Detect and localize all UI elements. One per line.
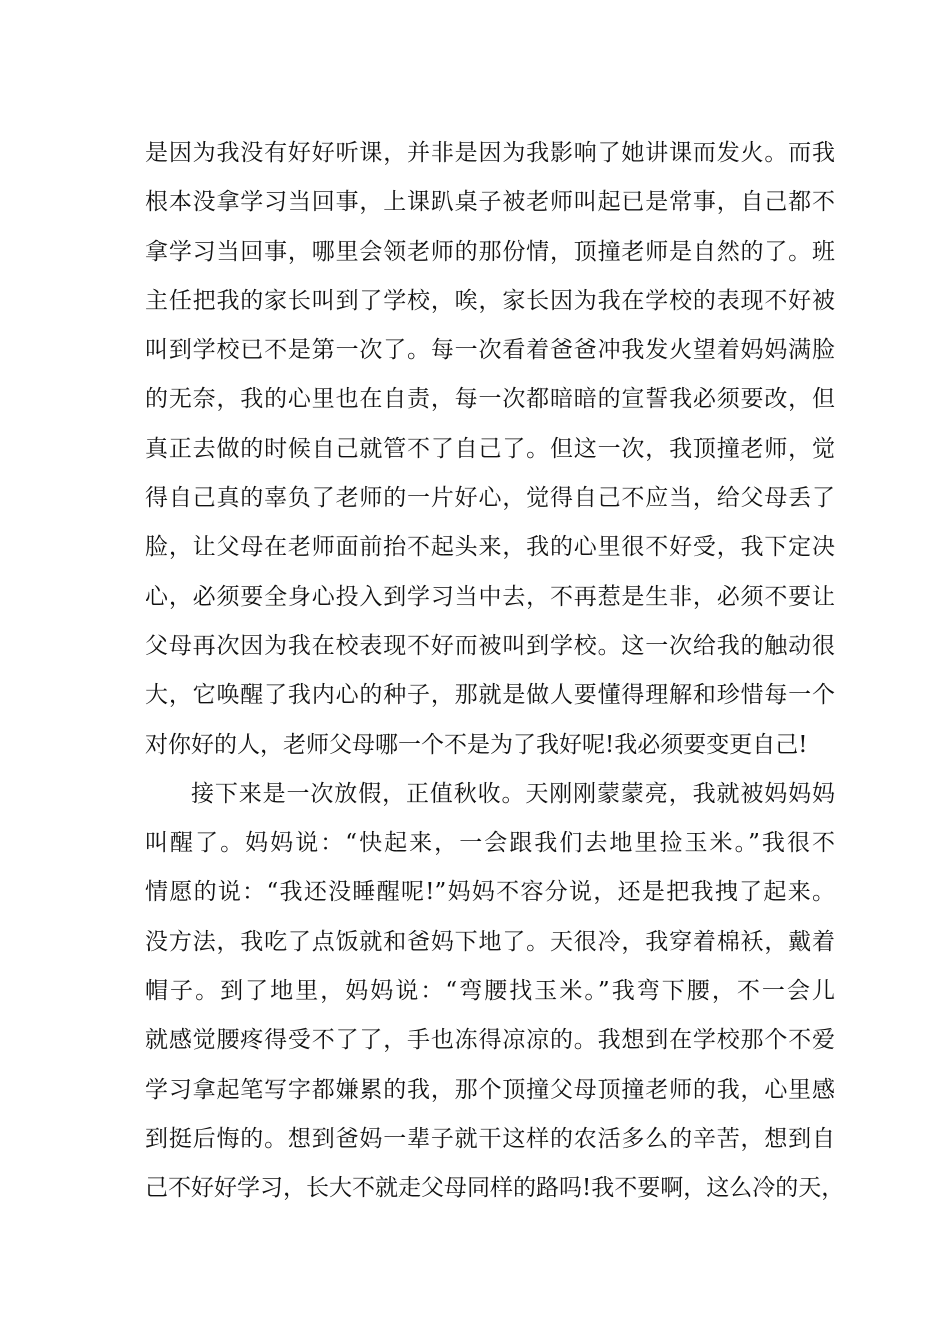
text-line: 脸，让父母在老师面前抬不起头来，我的心里很不好受，我下定决 <box>145 534 835 561</box>
text-line: 没方法，我吃了点饭就和爸妈下地了。天很冷，我穿着棉袄，戴着 <box>145 928 835 955</box>
text-line: 接下来是一次放假，正值秋收。天刚刚蒙蒙亮，我就被妈妈妈 <box>191 780 835 807</box>
text-line: 得自己真的辜负了老师的一片好心，觉得自己不应当，给父母丢了 <box>145 485 835 512</box>
text-line: 拿学习当回事，哪里会领老师的那份情，顶撞老师是自然的了。班 <box>145 238 835 265</box>
text-line: 到挺后悔的。想到爸妈一辈子就干这样的农活多么的辛苦，想到自 <box>145 1125 835 1152</box>
text-line: 心，必须要全身心投入到学习当中去，不再惹是生非，必须不要让 <box>145 583 835 610</box>
text-line: 叫到学校已不是第一次了。每一次看着爸爸冲我发火望着妈妈满脸 <box>145 337 835 364</box>
text-line: 大，它唤醒了我内心的种子，那就是做人要懂得理解和珍惜每一个 <box>145 682 835 709</box>
body-text <box>145 133 845 1218</box>
text-line: 叫醒了。妈妈说：“快起来，一会跟我们去地里捡玉米。”我很不 <box>145 830 835 857</box>
text-line: 父母再次因为我在校表现不好而被叫到学校。这一次给我的触动很 <box>145 632 835 659</box>
text-line: 真正去做的时候自己就管不了自己了。但这一次，我顶撞老师，觉 <box>145 435 835 462</box>
text-line: 对你好的人，老师父母哪一个不是为了我好呢!我必须要变更自己! <box>145 731 808 758</box>
text-line: 情愿的说：“我还没睡醒呢!”妈妈不容分说，还是把我拽了起来。 <box>145 879 835 906</box>
text-line: 学习拿起笔写字都嫌累的我，那个顶撞父母顶撞老师的我，心里感 <box>145 1076 835 1103</box>
text-line: 就感觉腰疼得受不了了，手也冻得凉凉的。我想到在学校那个不爱 <box>145 1027 835 1054</box>
text-line: 的无奈，我的心里也在自责，每一次都暗暗的宣誓我必须要改，但 <box>145 386 835 413</box>
text-line: 是因为我没有好好听课，并非是因为我影响了她讲课而发火。而我 <box>145 140 835 166</box>
text-line: 己不好好学习，长大不就走父母同样的路吗!我不要啊，这么冷的天， <box>145 1175 845 1202</box>
text-line: 根本没拿学习当回事，上课趴桌子被老师叫起已是常事，自己都不 <box>145 189 835 216</box>
text-line: 帽子。到了地里，妈妈说：“弯腰找玉米。”我弯下腰，不一会儿 <box>145 978 835 1005</box>
text-line: 主任把我的家长叫到了学校，唉，家长因为我在学校的表现不好被 <box>145 287 835 314</box>
